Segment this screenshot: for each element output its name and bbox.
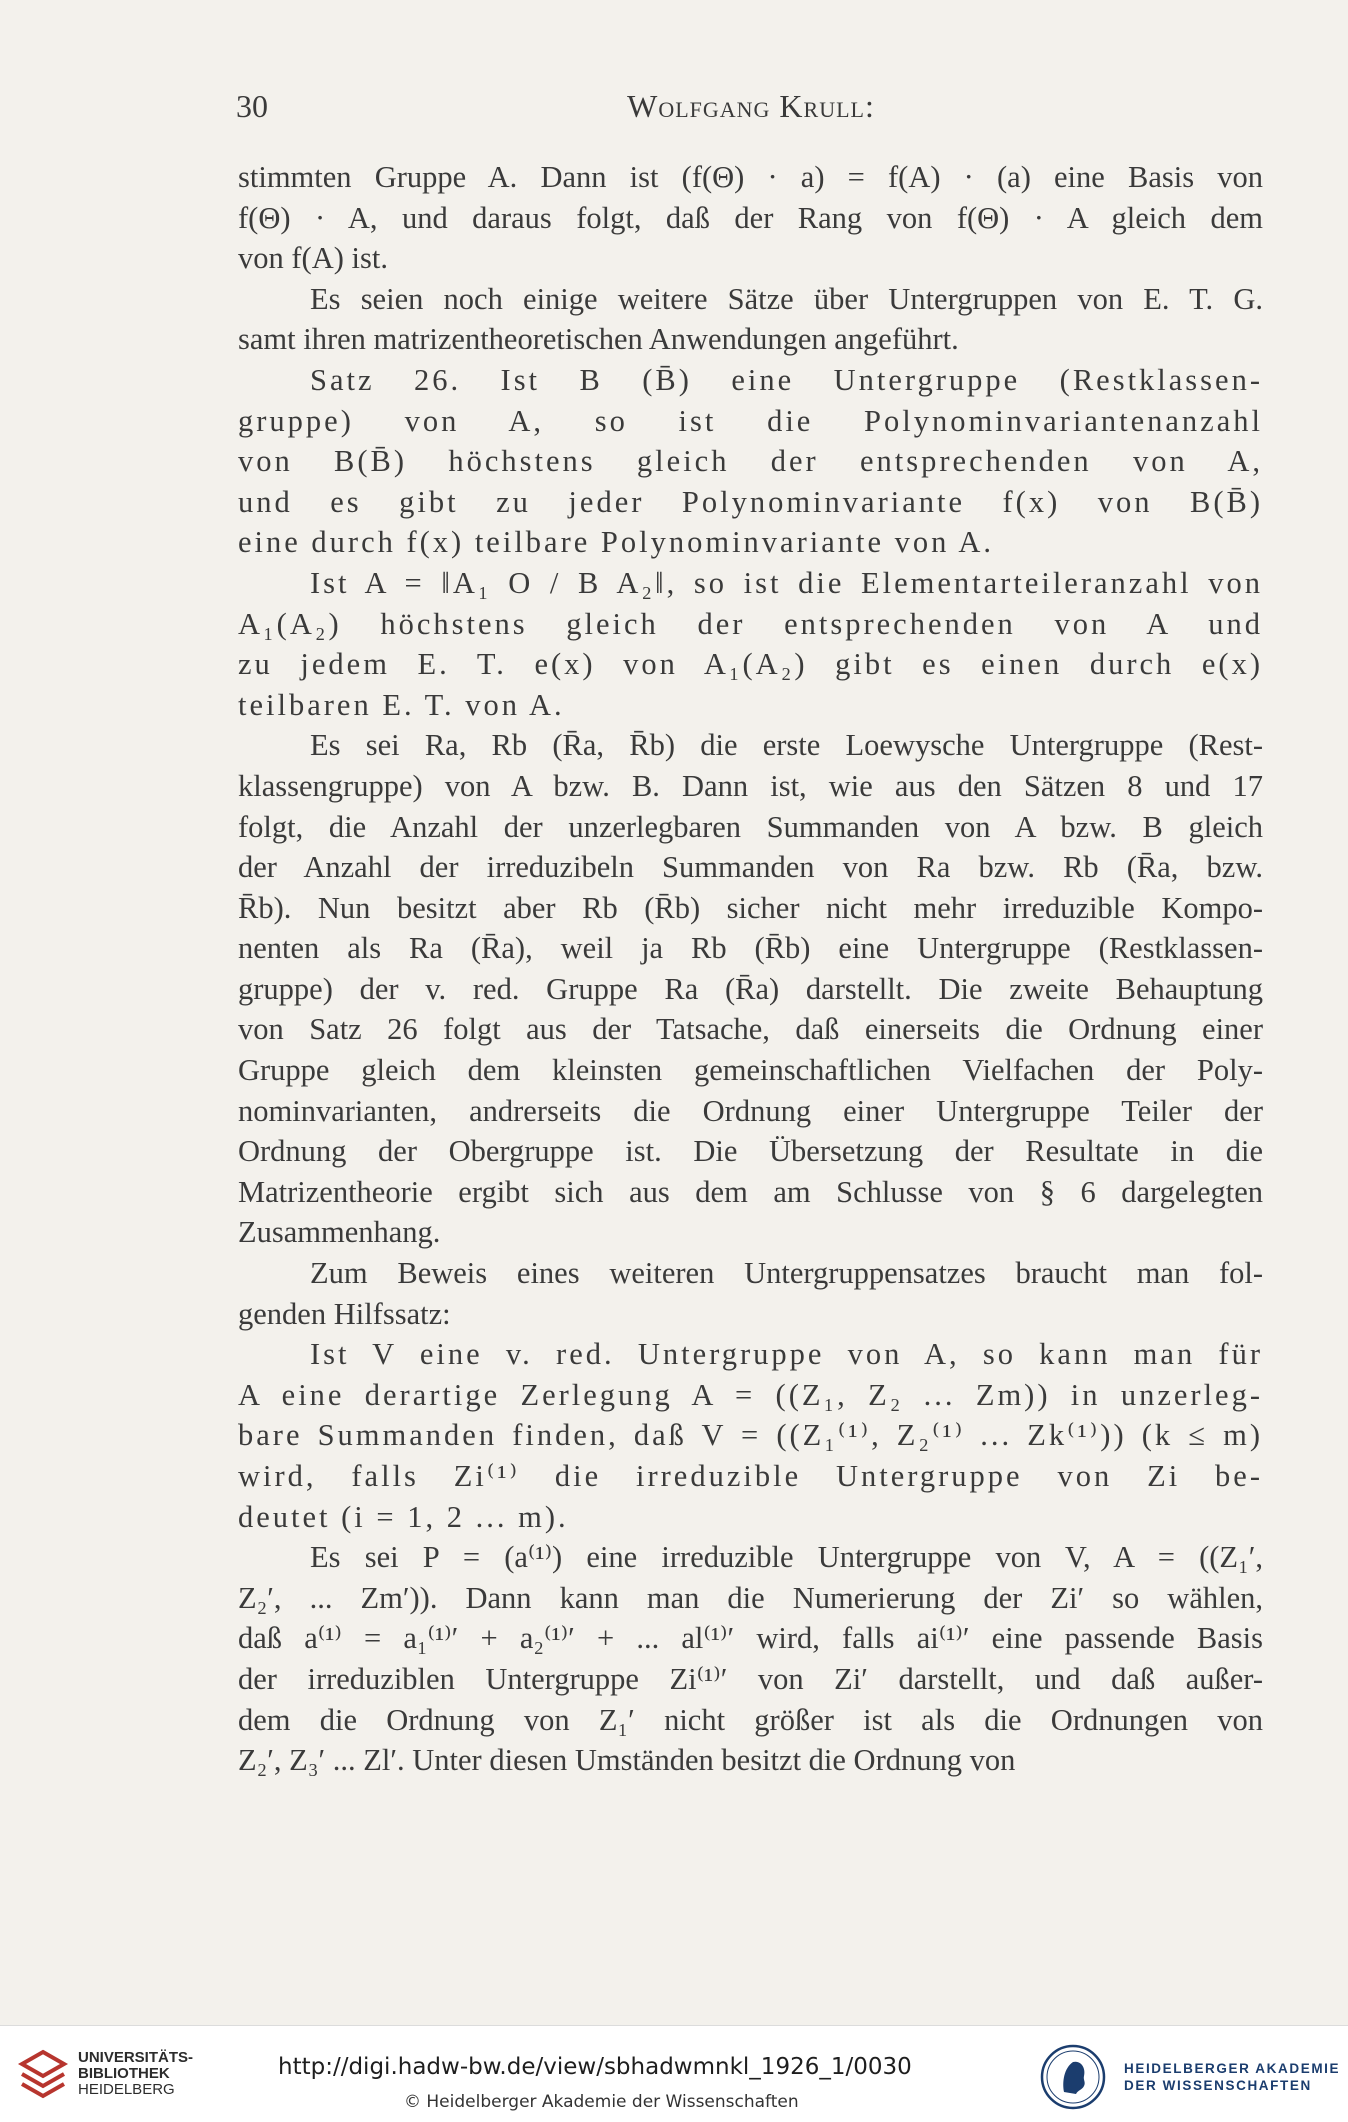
text-line: Satz 26. Ist B (B̄) eine Untergruppe (Restklassen- [310, 362, 1263, 397]
text-line: der Anzahl der irreduzibeln Summanden von Ra bzw. Rb (R̄a, bzw. [238, 850, 1263, 885]
text-line: zu jedem E. T. e(x) von A₁(A₂) gibt es einen durch e(x) [238, 647, 1263, 682]
text-line: genden Hilfssatz: [238, 1296, 451, 1331]
text-line: klassengruppe) von A bzw. B. Dann ist, wie aus den Sätzen 8 und 17 [238, 768, 1263, 803]
text-line: der irreduziblen Untergruppe Zi⁽¹⁾′ von Zi′ darstellt, und daß außer- [238, 1661, 1263, 1696]
text-line: gruppe) der v. red. Gruppe Ra (R̄a) darstellt. Die zweite Behauptung [238, 971, 1263, 1006]
text-line: Ordnung der Obergruppe ist. Die Übersetzung der Resultate in die [238, 1134, 1263, 1169]
text-line: deutet (i = 1, 2 ... m). [238, 1499, 569, 1534]
text-line: Z₂′, Z₃′ ... Zl′. Unter diesen Umständen besitzt die Ordnung von [238, 1743, 1016, 1778]
text-line: samt ihren matrizentheoretischen Anwendungen angeführt. [238, 322, 959, 357]
text-line: folgt, die Anzahl der unzerlegbaren Summanden von A bzw. B gleich [238, 809, 1263, 844]
text-line: Ist V eine v. red. Untergruppe von A, so kann man für [310, 1337, 1263, 1372]
text-line: Zum Beweis eines weiteren Untergruppensatzes braucht man fol- [310, 1256, 1263, 1291]
text-line: Zusammenhang. [238, 1215, 441, 1250]
permalink-url[interactable]: http://digi.hadw-bw.de/view/sbhadwmnkl_1926_1/0030 [278, 2054, 912, 2080]
text-line: nominvarianten, andrerseits die Ordnung einer Untergruppe Teiler der [238, 1093, 1263, 1128]
text-line: stimmten Gruppe A. Dann ist (f(Θ) · a) = f(A) · (a) eine Basis von [238, 160, 1263, 194]
body-text [238, 157, 1263, 1781]
text-line: teilbaren E. T. von A. [238, 687, 565, 722]
text-line: dem die Ordnung von Z₁′ nicht größer ist als die Ordnungen von [238, 1702, 1263, 1737]
academy-name: HEIDELBERGER AKADEMIE DER WISSENSCHAFTEN [1124, 2061, 1341, 2093]
text-line: A eine derartige Zerlegung A = ((Z₁, Z₂ ... Zm)) in unzerleg- [238, 1377, 1263, 1412]
copyright-notice: © Heidelberger Akademie der Wissenschaften [404, 2092, 799, 2112]
text-line: Es sei Ra, Rb (R̄a, R̄b) die erste Loewysche Untergruppe (Rest- [310, 728, 1263, 763]
text-line: eine durch f(x) teilbare Polynominvariante von A. [238, 525, 994, 560]
text-line: f(Θ) · A, und daraus folgt, daß der Rang von f(Θ) · A gleich dem [238, 200, 1263, 235]
text-line: und es gibt zu jeder Polynominvariante f(x) von B(B̄) [238, 484, 1263, 519]
text-line: Es seien noch einige weitere Sätze über Untergruppen von E. T. G. [310, 281, 1263, 316]
academy-portrait-logo-icon [1040, 2044, 1106, 2110]
text-line: bare Summanden finden, daß V = ((Z₁⁽¹⁾, Z₂⁽¹⁾ ... Zk⁽¹⁾)) (k ≤ m) [238, 1418, 1263, 1453]
text-line: von f(A) ist. [238, 241, 388, 276]
running-title: Wolfgang Krull: [627, 88, 875, 124]
running-header [236, 88, 1266, 128]
university-library-logo-icon [12, 2048, 74, 2102]
text-line: R̄b). Nun besitzt aber Rb (R̄b) sicher nicht mehr irreduzible Kompo- [238, 890, 1263, 925]
text-line: Gruppe gleich dem kleinsten gemeinschaftlichen Vielfachen der Poly- [238, 1053, 1263, 1088]
text-line: daß a⁽¹⁾ = a₁⁽¹⁾′ + a₂⁽¹⁾′ + ... al⁽¹⁾′ wird, falls ai⁽¹⁾′ eine passende Basis [238, 1621, 1263, 1656]
footer-bar [0, 2025, 1348, 2122]
text-line: Matrizentheorie ergibt sich aus dem am Schlusse von § 6 dargelegten [238, 1174, 1263, 1209]
text-line: Es sei P = (a⁽¹⁾) eine irreduzible Untergruppe von V, A = ((Z₁′, [310, 1540, 1263, 1575]
text-line: wird, falls Zi⁽¹⁾ die irreduzible Untergruppe von Zi be- [238, 1459, 1263, 1493]
text-line: Ist A = ‖A₁ O / B A₂‖, so ist die Elementarteileranzahl von [310, 565, 1263, 600]
text-line: A₁(A₂) höchstens gleich der entsprechenden von A und [238, 606, 1263, 641]
text-line: nenten als Ra (R̄a), weil ja Rb (R̄b) eine Untergruppe (Restklassen- [238, 931, 1263, 966]
text-line: Z₂′, ... Zm′)). Dann kann man die Numerierung der Zi′ so wählen, [238, 1580, 1263, 1615]
text-line: gruppe) von A, so ist die Polynominvariantenanzahl [238, 403, 1263, 438]
text-line: von Satz 26 folgt aus der Tatsache, daß einerseits die Ordnung einer [238, 1012, 1263, 1047]
page-number: 30 [236, 88, 268, 124]
university-library-name: UNIVERSITÄTS- BIBLIOTHEK HEIDELBERG [78, 2049, 194, 2098]
text-line: von B(B̄) höchstens gleich der entsprechenden von A, [238, 444, 1263, 479]
